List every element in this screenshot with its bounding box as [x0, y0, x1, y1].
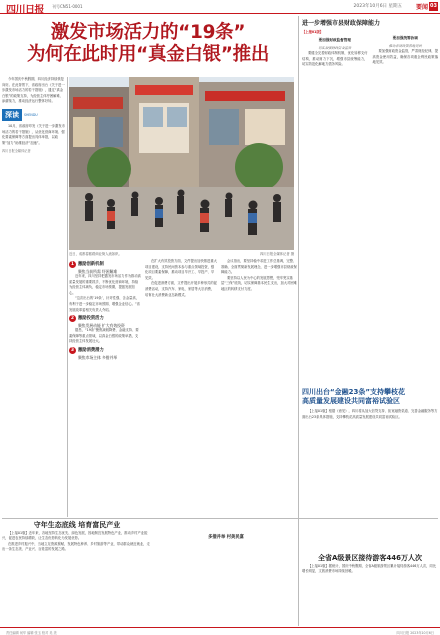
right-paragraph: 要加强财政资金监管，严肃财经纪律，提高资金使用效益，确保各项惠企利民政策落地见效。: [372, 49, 438, 65]
section-number: 2: [70, 316, 75, 322]
bottom-left-story: [2, 523, 152, 553]
issue-date: 2023年10月6日 星期五: [353, 4, 402, 9]
headline-line-2: 为何在此时用“真金白银”推出: [26, 44, 270, 65]
section-subtitle: 聚焦市场主体 多措并举: [78, 354, 118, 360]
section-title: 激励投资活力: [78, 316, 104, 322]
main-headline: [0, 22, 296, 66]
body-paragraph: 要坚持以人民为中心的发展思想，兜牢兜实基层“三保”底线，切实保障基本民生支出，加大对困难地区的转移支付力度。: [221, 275, 297, 291]
section-label: 要闻: [415, 4, 428, 11]
newspaper-logo: 四川日报: [6, 5, 44, 16]
body-paragraph: 会议指出，要坚持稳中求进工作总基调，完整、准确、全面贯彻新发展理念，进一步增强市县财政保障能力。: [221, 259, 297, 275]
section-heading: [69, 261, 141, 268]
lead-column: [2, 77, 66, 153]
right-column: [302, 20, 438, 68]
keyword-text: 10月，省政府印发《关于进一步激发市场活力的若干措施》，从优化营商环境、强化要素保障等方面提出具体举措，以政策“加力”助推经济“加速”。: [2, 123, 65, 145]
keyword-label: 深读: [2, 109, 22, 121]
lead-text: 今年国庆中秋假期，四川经济持续恢复向好。在此背景下，省政府出台《关于进一步激发市场活力的若干措施》，通过“真金白银”的政策支持，为经营主体纾困解难、添薪续力，推动经济运行整体好转。: [2, 77, 65, 104]
bottom-right-story: [302, 556, 438, 575]
page-footer: [0, 627, 440, 635]
street-photo-image: [69, 77, 294, 250]
right-subheading-em: 推动各项政策落地见效: [388, 43, 422, 48]
bottom-center-title: 多措并举 村美民富: [208, 535, 244, 540]
section-subtitle: 聚焦当前所需 纾困解难: [78, 269, 118, 274]
section-number: 3: [70, 347, 75, 353]
bottom-center-story: [156, 523, 296, 542]
street-photo: [69, 77, 294, 250]
right-title: 进一步增强市县财政保障能力: [302, 20, 381, 27]
body-column-1: [69, 259, 141, 360]
column-rule: [298, 16, 299, 626]
right-paragraph: 要健全完善财政体制机制，优化转移支付结构，推动财力下沉，增强市县统筹能力，切实防范化解地方债务风险。: [302, 51, 368, 67]
bottom-right-title: 全省A级景区接待游客446万人次: [317, 554, 423, 562]
body-column-2: [145, 259, 217, 298]
photo-credit: 四川日报全媒体记者 摄: [259, 252, 294, 256]
secondary-text: 【上接01版】根据《意见》，四川将从加大信贷支持、拓宽融资渠道、完善金融服务等方面出台23条具体措施，支持攀枝花高质量发展建设共同富裕试验区。: [302, 409, 438, 419]
footer-credits: 责任编辑 何华 编辑 张玉 校对 吴 美: [6, 631, 57, 635]
section-subtitle: 聚焦发展动能 扩大有效投资: [78, 323, 125, 329]
keyword-source: 四川日报全媒体记者: [2, 149, 31, 154]
body-paragraph: 在扩大有效投资方面，文件提出加快推进重大项目建设，支持民间资本参与重点领域投资，强化项目要素保障，推动项目早开工、早投产、早见效。: [145, 259, 217, 280]
section-heading: [69, 315, 141, 322]
section-rule: [2, 518, 438, 519]
bottom-left-title: 守年生态底线 培育富民产业: [33, 521, 121, 529]
section-number: 1: [70, 262, 75, 267]
column-rule: [67, 77, 68, 517]
caption-text: 近日，成都春熙路商业街人流如织。: [69, 252, 122, 256]
bottom-paragraph: 【上接01版】近年来，各地坚持生态优先、绿色发展，因地制宜发展特色产业，推动乡村产业振兴，促进农民持续增收，让生态优势转化为发展优势。: [2, 530, 148, 541]
footer-meta: 四川日报 2023年10月6日: [396, 631, 434, 635]
body-paragraph: 据悉，“19条”聚焦减税降费、金融支持、要素保障等重点领域，以真金白银的政策举措，支持经营主体发展壮大。: [69, 328, 139, 344]
secondary-headline: [302, 388, 438, 420]
issue-meta: 刊号CN51-0001: [52, 4, 83, 9]
body-paragraph: 在促进消费方面，文件提出开展多种形式的促消费活动，支持汽车、家电、家居等大宗消费，培育壮大消费新业态新模式。: [145, 281, 217, 297]
body-paragraph: 近年来，四川坚持把激发市场活力作为推动高质量发展的重要抓手，不断优化营商环境，持续为经营主体减负，稳定市场预期，提振发展信心。: [69, 274, 141, 295]
right-text: [302, 36, 438, 68]
masthead: [0, 0, 440, 14]
right-subheading: 要加强统筹协调: [392, 36, 418, 40]
right-subheading: 要加强财政监督管理: [318, 38, 351, 42]
page-number: 03: [430, 2, 437, 9]
headline-line-1: 激发市场活力的“19条”: [50, 22, 246, 43]
body-paragraph: “这次出台的‘19条’，针对性强、含金量高，有利于进一步稳定市场预期、增强企业信心。”省发展改革委相关负责人介绍。: [69, 296, 140, 312]
section-title: 激励消费潜力: [78, 347, 104, 353]
section-heading: [69, 347, 141, 354]
bottom-paragraph: 【上接01版】据统计，国庆中秋假期，全省A级旅游景区累计接待游客446万人次，同比增长明显，文旅消费市场持续回暖。: [302, 563, 437, 574]
body-column-3: [221, 259, 297, 293]
right-kicker: 【上接01版】: [302, 30, 324, 34]
keyword-banner: [2, 109, 66, 121]
photo-caption: [69, 251, 294, 256]
secondary-headline-line-2: 高质量发展建设共同富裕试验区: [302, 397, 400, 405]
right-subheading-em: 切实加强财政资金监管: [318, 45, 352, 50]
secondary-headline-line-1: 四川出台“金融23条”支持攀枝花: [302, 388, 405, 396]
bottom-paragraph: 在推进乡村振兴中，当地立足资源禀赋，发展特色种养、乡村旅游等产业，带动群众就近就业，走出一条生态美、产业兴、百姓富的发展之路。: [2, 541, 150, 552]
keyword-pinyin: SHENDU: [24, 112, 38, 117]
section-title: 激励创新机制: [78, 262, 104, 267]
